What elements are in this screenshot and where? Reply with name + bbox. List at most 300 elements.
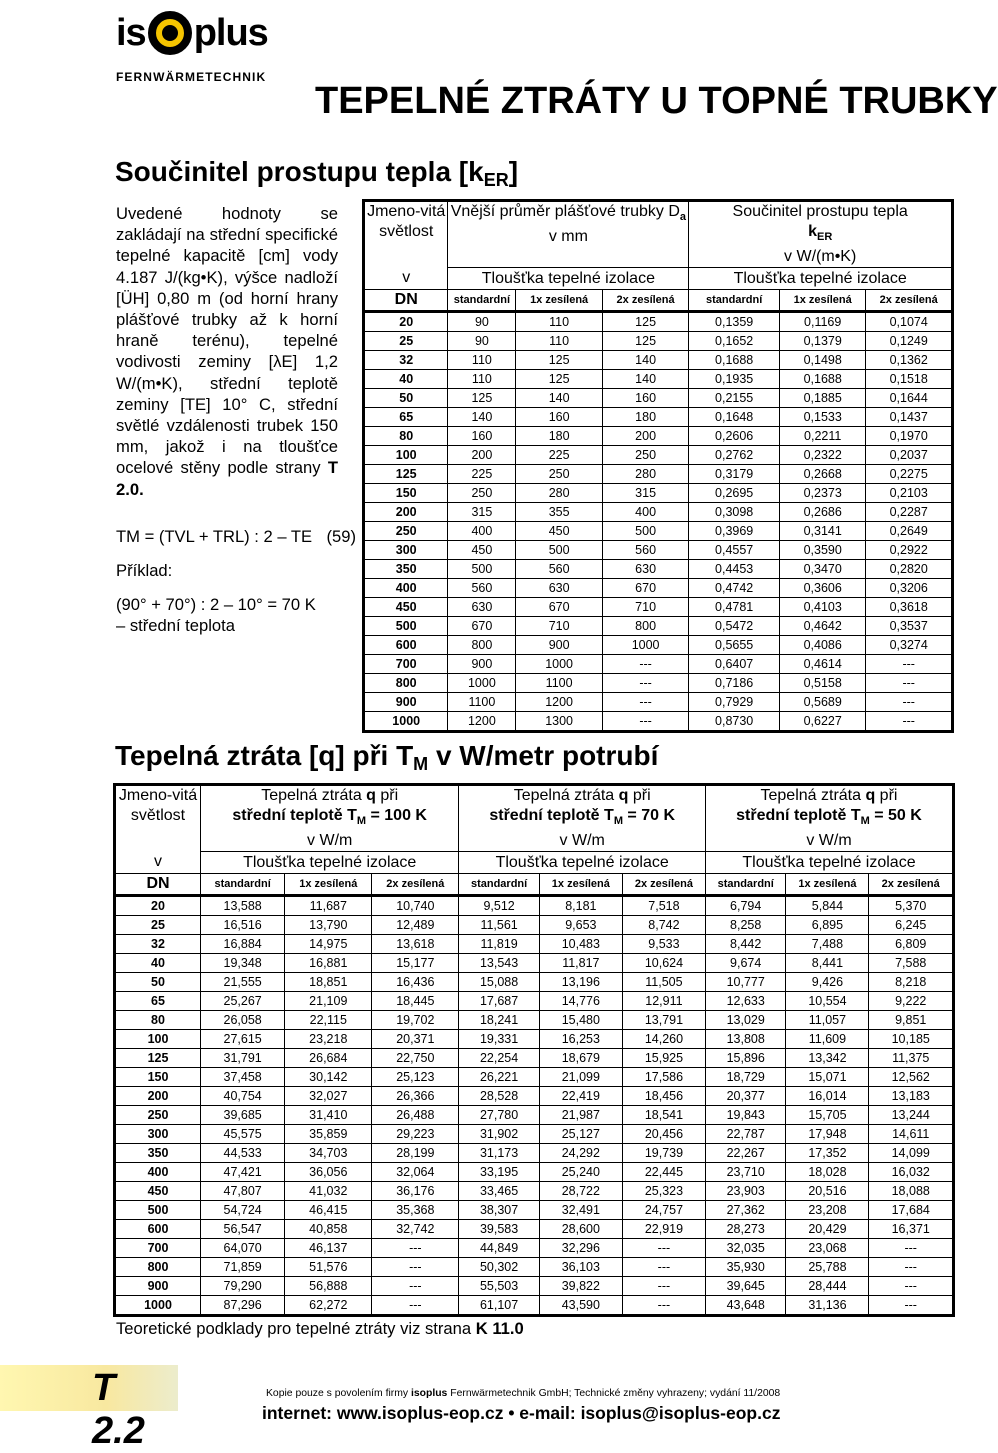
value-cell: 14,776 [539,992,622,1011]
value-cell: 8,258 [705,916,785,935]
value-cell: 31,791 [201,1049,285,1068]
value-cell: 7,488 [786,935,869,954]
table-row [115,896,954,916]
value-cell: 400 [448,522,516,541]
dn-cell: 500 [115,1201,201,1220]
value-cell: 0,3590 [779,541,865,560]
value-cell: 19,348 [201,954,285,973]
value-cell: 16,253 [539,1030,622,1049]
table-row [364,598,953,617]
value-cell: 20,429 [786,1220,869,1239]
value-cell: 13,244 [869,1106,954,1125]
table-row [115,1296,954,1316]
example-label: Příklad: [116,561,173,580]
value-cell: 64,070 [201,1239,285,1258]
table-row [115,1277,954,1296]
table-row [115,1087,954,1106]
table-row [364,408,953,427]
table-row [115,1106,954,1125]
value-cell: 0,2037 [866,446,953,465]
dn-cell: 900 [364,693,448,712]
dn-cell: 100 [115,1030,201,1049]
value-cell: --- [602,712,688,732]
value-cell: 16,884 [201,935,285,954]
value-cell: 0,3274 [866,636,953,655]
value-cell: 24,292 [539,1144,622,1163]
value-cell: 0,7186 [689,674,780,693]
value-cell: 12,633 [705,992,785,1011]
value-cell: 630 [448,598,516,617]
value-cell: 8,181 [539,896,622,916]
value-cell: 21,109 [285,992,372,1011]
value-cell: 0,2275 [866,465,953,484]
value-cell: 0,3179 [689,465,780,484]
value-cell: 34,703 [285,1144,372,1163]
value-cell: 0,4781 [689,598,780,617]
value-cell: 21,099 [539,1068,622,1087]
dn-cell: 65 [364,408,448,427]
dn-cell: 500 [364,617,448,636]
table-row [364,579,953,598]
value-cell: 22,254 [459,1049,539,1068]
value-cell: --- [372,1239,459,1258]
value-cell: 10,740 [372,896,459,916]
value-cell: 18,679 [539,1049,622,1068]
value-cell: 0,2762 [689,446,780,465]
value-cell: 31,410 [285,1106,372,1125]
value-cell: 0,2322 [779,446,865,465]
value-cell: 32,027 [285,1087,372,1106]
value-cell: 28,199 [372,1144,459,1163]
value-cell: --- [866,712,953,732]
value-cell: 26,488 [372,1106,459,1125]
value-cell: 30,142 [285,1068,372,1087]
value-cell: 140 [516,389,602,408]
value-cell: 0,4614 [779,655,865,674]
value-cell: 40,754 [201,1087,285,1106]
value-cell: 18,851 [285,973,372,992]
dn-cell: 700 [115,1239,201,1258]
formula-number: (59) [326,527,356,546]
variant-header: standardní [201,874,285,896]
value-cell: 560 [516,560,602,579]
value-cell: 670 [516,598,602,617]
value-cell: 13,196 [539,973,622,992]
value-cell: 0,1074 [866,312,953,332]
value-cell: 0,2155 [689,389,780,408]
value-cell: 315 [448,503,516,522]
value-cell: 25,123 [372,1068,459,1087]
value-cell: 11,819 [459,935,539,954]
value-cell: 0,5472 [689,617,780,636]
variant-header: 2x zesílená [602,290,688,312]
value-cell: 15,071 [786,1068,869,1087]
variant-header: 2x zesílená [866,290,953,312]
variant-header: 1x zesílená [786,874,869,896]
value-cell: 32,491 [539,1201,622,1220]
value-cell: 400 [602,503,688,522]
value-cell: 0,3618 [866,598,953,617]
value-cell: 14,611 [869,1125,954,1144]
table-row [115,1125,954,1144]
mean-temperature-formula: TM = (TVL + TRL) : 2 – TE (59) [116,527,356,546]
variant-header: 2x zesílená [372,874,459,896]
value-cell: 31,173 [459,1144,539,1163]
dn-cell: 32 [115,935,201,954]
value-cell: 0,1644 [866,389,953,408]
dn-cell: 50 [115,973,201,992]
value-cell: 0,4086 [779,636,865,655]
logo-subtitle: FERNWÄRMETECHNIK [116,70,267,84]
nominal-v-label: v [364,268,448,290]
table-row [364,351,953,370]
value-cell: 200 [602,427,688,446]
dn-header: DN [364,290,448,312]
value-cell: 0,2373 [779,484,865,503]
value-cell: --- [372,1277,459,1296]
value-cell: 32,296 [539,1239,622,1258]
value-cell: 31,902 [459,1125,539,1144]
coefficient-table [362,199,954,733]
value-cell: 250 [516,465,602,484]
value-cell: 23,068 [786,1239,869,1258]
value-cell: 39,645 [705,1277,785,1296]
logo-ring-icon [148,11,192,55]
outer-diameter-header: Vnější průměr plášťové trubky $D_a$ v mm [448,201,689,268]
table-row [115,1201,954,1220]
table-row [364,655,953,674]
value-cell: --- [602,693,688,712]
value-cell: 31,136 [786,1296,869,1316]
value-cell: 23,218 [285,1030,372,1049]
value-cell: 140 [448,408,516,427]
variant-header: standardní [459,874,539,896]
value-cell: 8,441 [786,954,869,973]
dn-cell: 20 [115,896,201,916]
value-cell: 180 [516,427,602,446]
value-cell: 0,3606 [779,579,865,598]
value-cell: 33,465 [459,1182,539,1201]
value-cell: 1000 [602,636,688,655]
value-cell: 160 [516,408,602,427]
value-cell: 140 [602,351,688,370]
value-cell: 13,588 [201,896,285,916]
value-cell: 21,555 [201,973,285,992]
value-cell: 36,103 [539,1258,622,1277]
value-cell: 13,183 [869,1087,954,1106]
heat-loss-header-row [115,785,954,852]
value-cell: 20,371 [372,1030,459,1049]
value-cell: 0,8730 [689,712,780,732]
dn-cell: 200 [364,503,448,522]
value-cell: 9,222 [869,992,954,1011]
theory-note: Teoretické podklady pro tepelné ztráty viz strana K 11.0 [116,1319,524,1338]
dn-cell: 800 [115,1258,201,1277]
value-cell: 0,2922 [866,541,953,560]
table-row [115,1068,954,1087]
value-cell: 26,221 [459,1068,539,1087]
value-cell: 0,1885 [779,389,865,408]
logo-text-right: plus [193,11,268,54]
value-cell: 61,107 [459,1296,539,1316]
dn-cell: 150 [115,1068,201,1087]
value-cell: 9,674 [705,954,785,973]
value-cell: 800 [448,636,516,655]
value-cell: 25,323 [622,1182,705,1201]
value-cell: 47,807 [201,1182,285,1201]
value-cell: 32,035 [705,1239,785,1258]
value-cell: 43,590 [539,1296,622,1316]
value-cell: 46,415 [285,1201,372,1220]
value-cell: 56,888 [285,1277,372,1296]
value-cell: 450 [448,541,516,560]
table-row [364,693,953,712]
value-cell: 710 [602,598,688,617]
value-cell: 25,788 [786,1258,869,1277]
value-cell: 225 [516,446,602,465]
table-row [115,1220,954,1239]
value-cell: 125 [602,332,688,351]
value-cell: 0,1362 [866,351,953,370]
value-cell: 22,750 [372,1049,459,1068]
dn-cell: 125 [115,1049,201,1068]
table-row [115,1182,954,1201]
value-cell: 10,624 [622,954,705,973]
value-cell: 90 [448,332,516,351]
value-cell: 14,260 [622,1030,705,1049]
value-cell: 710 [516,617,602,636]
value-cell: --- [602,655,688,674]
value-cell: 37,458 [201,1068,285,1087]
table-row [364,503,953,522]
value-cell: 13,342 [786,1049,869,1068]
value-cell: 22,919 [622,1220,705,1239]
value-cell: 0,3206 [866,579,953,598]
dn-cell: 200 [115,1087,201,1106]
section-heat-loss-title: Tepelná ztráta [q] při $T_M$ v W/metr potrubí [115,740,659,774]
value-cell: 0,7929 [689,693,780,712]
variant-header: 1x zesílená [516,290,602,312]
dn-cell: 50 [364,389,448,408]
value-cell: --- [372,1258,459,1277]
intro-paragraph: Uvedené hodnoty se zakládají na střední specifické tepelné kapacitě [cm] vody 4.187 J/(kg•K), výšce nadloží [ÜH] 0,80 m (od horní hrany plášťové trubky až k horní hraně terénu), tepelné vodivosti zeminy [λE] 1,2 W/(m•K), střední teplotě zeminy [TE] 10° C, střední světlé vzdálenosti trubek 150 mm, jakož i na tloušťce ocelové stěny podle strany T 2.0. [116,204,338,499]
value-cell: 39,583 [459,1220,539,1239]
insulation-thickness-header: Tloušťka tepelné izolace [448,268,689,290]
value-cell: 1000 [448,674,516,693]
value-cell: 47,421 [201,1163,285,1182]
isoplus-logo [116,6,286,86]
table-row [115,1258,954,1277]
dn-cell: 20 [364,312,448,332]
value-cell: 6,895 [786,916,869,935]
value-cell: 26,684 [285,1049,372,1068]
table-row [115,1239,954,1258]
value-cell: 9,426 [786,973,869,992]
dn-cell: 25 [115,916,201,935]
value-cell: 25,240 [539,1163,622,1182]
value-cell: --- [869,1277,954,1296]
value-cell: 125 [516,370,602,389]
value-cell: 280 [516,484,602,503]
value-cell: 15,896 [705,1049,785,1068]
value-cell: 0,1498 [779,351,865,370]
value-cell: 0,2649 [866,522,953,541]
dn-cell: 350 [115,1144,201,1163]
value-cell: 1000 [516,655,602,674]
value-cell: 110 [448,351,516,370]
value-cell: 560 [602,541,688,560]
value-cell: 5,370 [869,896,954,916]
dn-cell: 900 [115,1277,201,1296]
value-cell: 16,014 [786,1087,869,1106]
value-cell: 0,2668 [779,465,865,484]
value-cell: 0,3969 [689,522,780,541]
value-cell: 36,176 [372,1182,459,1201]
value-cell: 26,058 [201,1011,285,1030]
value-cell: 10,483 [539,935,622,954]
value-cell: 14,975 [285,935,372,954]
dn-cell: 80 [115,1011,201,1030]
value-cell: 17,684 [869,1201,954,1220]
value-cell: 22,419 [539,1087,622,1106]
value-cell: --- [372,1296,459,1316]
dn-cell: 350 [364,560,448,579]
value-cell: 8,218 [869,973,954,992]
value-cell: 39,685 [201,1106,285,1125]
variant-header: 1x zesílená [285,874,372,896]
dn-cell: 600 [364,636,448,655]
value-cell: 36,056 [285,1163,372,1182]
dn-cell: 250 [364,522,448,541]
value-cell: --- [622,1296,705,1316]
value-cell: 900 [448,655,516,674]
value-cell: 200 [448,446,516,465]
value-cell: 27,780 [459,1106,539,1125]
value-cell: 18,445 [372,992,459,1011]
value-cell: 630 [602,560,688,579]
value-cell: 110 [516,332,602,351]
nominal-v-label: v [115,852,201,874]
dn-cell: 300 [115,1125,201,1144]
dn-cell: 600 [115,1220,201,1239]
value-cell: 18,088 [869,1182,954,1201]
value-cell: 0,2287 [866,503,953,522]
value-cell: 28,528 [459,1087,539,1106]
table-row [364,312,953,332]
coefficient-header: Součinitel prostupu tepla $k_{ER}$ v W/(m•K) [689,201,953,268]
value-cell: --- [866,693,953,712]
table-row [115,1049,954,1068]
value-cell: 11,505 [622,973,705,992]
value-cell: 1100 [516,674,602,693]
value-cell: 0,1437 [866,408,953,427]
value-cell: 0,1652 [689,332,780,351]
value-cell: 450 [516,522,602,541]
value-cell: 17,687 [459,992,539,1011]
value-cell: 0,5655 [689,636,780,655]
value-cell: 6,794 [705,896,785,916]
table-row [115,1011,954,1030]
value-cell: 0,6227 [779,712,865,732]
value-cell: 90 [448,312,516,332]
value-cell: 11,375 [869,1049,954,1068]
value-cell: 0,1688 [779,370,865,389]
value-cell: 11,687 [285,896,372,916]
value-cell: 13,790 [285,916,372,935]
table-row [364,674,953,693]
heat-loss-table [113,783,955,1317]
value-cell: 250 [448,484,516,503]
value-cell: 0,1648 [689,408,780,427]
value-cell: 18,729 [705,1068,785,1087]
dn-cell: 80 [364,427,448,446]
variant-header: 2x zesílená [622,874,705,896]
dn-cell: 450 [364,598,448,617]
value-cell: 0,6407 [689,655,780,674]
insulation-thickness-header: Tloušťka tepelné izolace [201,852,459,874]
heat-loss-group-header: Tepelná ztráta q při střední teplotě $T_M = 50$ K v W/m [705,785,953,852]
nominal-size-header: Jmeno-vitá světlost [115,785,201,852]
value-cell: 12,489 [372,916,459,935]
table-row [364,541,953,560]
value-cell: 71,859 [201,1258,285,1277]
value-cell: 9,653 [539,916,622,935]
value-cell: 12,911 [622,992,705,1011]
value-cell: 44,533 [201,1144,285,1163]
value-cell: 16,032 [869,1163,954,1182]
value-cell: 0,1249 [866,332,953,351]
value-cell: 41,032 [285,1182,372,1201]
value-cell: 35,930 [705,1258,785,1277]
value-cell: 20,377 [705,1087,785,1106]
value-cell: --- [869,1296,954,1316]
value-cell: 44,849 [459,1239,539,1258]
value-cell: 16,881 [285,954,372,973]
value-cell: 19,331 [459,1030,539,1049]
value-cell: 0,1688 [689,351,780,370]
table-row [364,465,953,484]
value-cell: 9,533 [622,935,705,954]
value-cell: 40,858 [285,1220,372,1239]
value-cell: 0,5158 [779,674,865,693]
value-cell: 355 [516,503,602,522]
value-cell: 13,029 [705,1011,785,1030]
copyright-line: Kopie pouze s povolením firmy isoplus Fernwärmetechnik GmbH; Technické změny vyhrazeny; vydání 11/2008 [266,1388,781,1399]
dn-cell: 65 [115,992,201,1011]
table-row [364,446,953,465]
dn-cell: 150 [364,484,448,503]
value-cell: 87,296 [201,1296,285,1316]
variant-header: 1x zesílená [779,290,865,312]
value-cell: 0,5689 [779,693,865,712]
table-row [115,1144,954,1163]
dn-cell: 450 [115,1182,201,1201]
value-cell: 17,948 [786,1125,869,1144]
value-cell: 0,4642 [779,617,865,636]
dn-cell: 400 [364,579,448,598]
value-cell: 0,2103 [866,484,953,503]
table-row [115,992,954,1011]
value-cell: 280 [602,465,688,484]
value-cell: 900 [516,636,602,655]
value-cell: 45,575 [201,1125,285,1144]
intro-page-ref: T 2.0. [116,458,338,499]
dn-cell: 700 [364,655,448,674]
dn-cell: 250 [115,1106,201,1125]
value-cell: 8,742 [622,916,705,935]
value-cell: 23,903 [705,1182,785,1201]
value-cell: 16,516 [201,916,285,935]
